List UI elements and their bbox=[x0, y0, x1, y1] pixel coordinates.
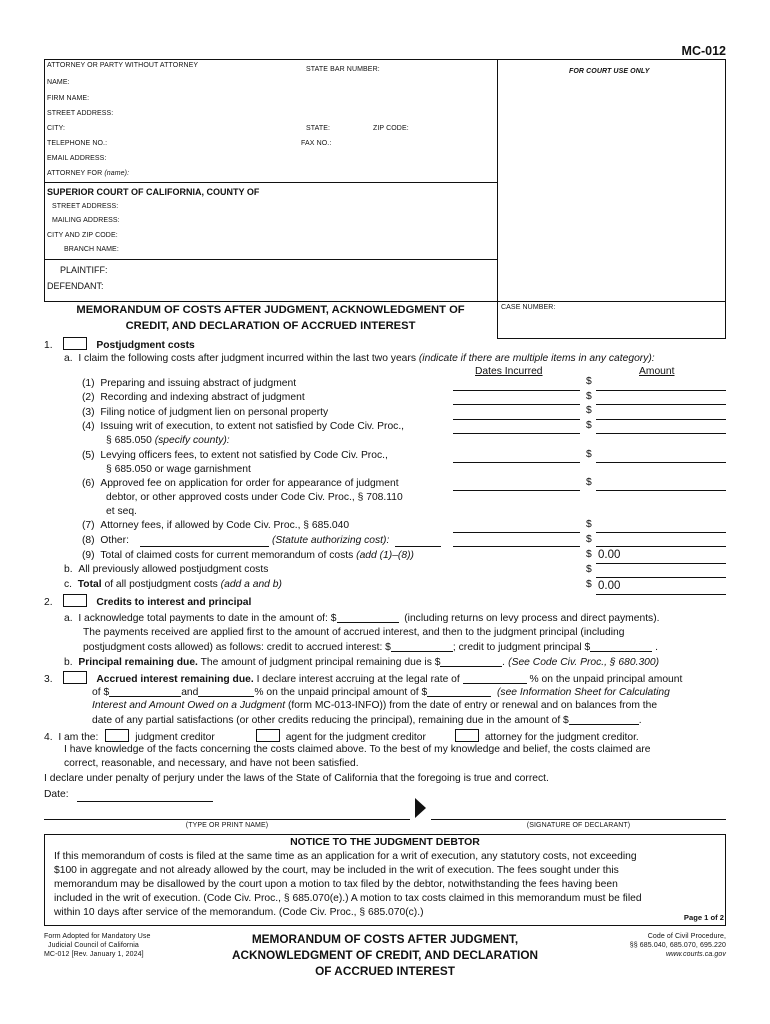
dates-incurred-header: Dates Incurred bbox=[475, 366, 543, 377]
date-field-5[interactable] bbox=[453, 462, 580, 463]
cost-item-4-line2: § 685.050 (specify county): bbox=[106, 435, 230, 446]
form-id: MC-012 bbox=[681, 44, 726, 58]
payments-field[interactable] bbox=[337, 611, 399, 623]
notice-line-1: If this memorandum of costs is filed at the same time as an application for a writ of execution, any statutory costs, not exceeding bbox=[54, 851, 637, 862]
section2a-line1: a. I acknowledge total payments to date in the amount of: $ (including returns on levy process and direct payments). bbox=[64, 613, 660, 624]
footer-url[interactable]: www.courts.ca.gov bbox=[665, 951, 726, 958]
other-cost-field[interactable] bbox=[140, 546, 269, 547]
amount-field-3[interactable] bbox=[596, 419, 726, 420]
cost-item-3: (3) Filing notice of judgment lien on personal property bbox=[82, 407, 329, 418]
street-label: STREET ADDRESS: bbox=[47, 110, 114, 117]
date-field-4[interactable] bbox=[453, 433, 580, 434]
principal-amount-field-1[interactable] bbox=[109, 685, 181, 697]
section4-line3: correct, reasonable, and necessary, and have not been satisfied. bbox=[64, 758, 359, 769]
date-field[interactable] bbox=[77, 801, 213, 802]
dollar-4: $ bbox=[586, 420, 592, 431]
legal-rate-field[interactable] bbox=[463, 672, 527, 684]
footer-right-1: Code of Civil Procedure, bbox=[647, 933, 726, 940]
date-field-1[interactable] bbox=[453, 390, 580, 391]
principal-remaining-field[interactable] bbox=[440, 655, 502, 667]
credit-interest-field[interactable] bbox=[391, 640, 453, 652]
notice-line-2: $100 in aggregate and not already allowed by the court, may be included in the writ of execution. The fees sought under this bbox=[54, 865, 619, 876]
court-branch-label: BRANCH NAME: bbox=[64, 246, 119, 253]
dollar-7: $ bbox=[586, 519, 592, 530]
footer-title-1: MEMORANDUM OF COSTS AFTER JUDGMENT, bbox=[251, 932, 519, 946]
city-label: CITY: bbox=[47, 125, 66, 132]
cost-item-2: (2) Recording and indexing abstract of judgment bbox=[82, 392, 305, 403]
attorney-label: ATTORNEY OR PARTY WITHOUT ATTORNEY bbox=[47, 62, 199, 69]
amount-field-8[interactable] bbox=[596, 546, 726, 547]
notice-line-4: included in the writ of execution. (Code Civ. Proc., § 685.070(e).) A motion to tax costs claimed in this memorandum must be filed bbox=[54, 893, 642, 904]
declaration-text: I declare under penalty of perjury under the laws of the State of California that the foregoing is true and correct. bbox=[44, 773, 549, 784]
defendant-label: DEFENDANT: bbox=[47, 281, 104, 291]
form-title-line2: CREDIT, AND DECLARATION OF ACCRUED INTEREST bbox=[125, 320, 416, 332]
dollar-9: $ bbox=[586, 549, 592, 560]
date-label: Date: bbox=[44, 789, 69, 800]
footer-right-2: §§ 685.040, 685.070, 695.220 bbox=[629, 942, 726, 949]
firm-label: FIRM NAME: bbox=[47, 95, 90, 102]
dollar-5: $ bbox=[586, 449, 592, 460]
section1a-intro: a. I claim the following costs after judgment incurred within the last two years (indicate if there are multiple items in any category): bbox=[64, 353, 655, 364]
section1: 1. Postjudgment costs bbox=[44, 337, 195, 354]
court-city-label: CITY AND ZIP CODE: bbox=[47, 232, 118, 239]
notice-title: NOTICE TO THE JUDGMENT DEBTOR bbox=[290, 836, 480, 848]
section1c: c. Total of all postjudgment costs (add a and b) bbox=[64, 579, 282, 590]
cost-item-7: (7) Attorney fees, if allowed by Code Civ. Proc., § 685.040 bbox=[82, 520, 350, 531]
statute-label: (Statute authorizing cost): bbox=[272, 535, 390, 546]
caption-box bbox=[44, 59, 726, 302]
section3-checkbox[interactable] bbox=[63, 671, 87, 684]
total-9-value: 0.00 bbox=[598, 549, 621, 561]
cost-item-8: (8) Other: bbox=[82, 535, 129, 546]
court-title: SUPERIOR COURT OF CALIFORNIA, COUNTY OF bbox=[47, 187, 260, 197]
plaintiff-label: PLAINTIFF: bbox=[60, 265, 108, 275]
form-title-line1: MEMORANDUM OF COSTS AFTER JUDGMENT, ACKNOWLEDGMENT OF bbox=[76, 304, 465, 316]
dollar-2: $ bbox=[586, 391, 592, 402]
credit-principal-field[interactable] bbox=[590, 640, 652, 652]
footer-title-3: OF ACCRUED INTEREST bbox=[315, 964, 455, 978]
notice-line-3: memorandum may be disallowed by the court upon a motion to tax filed by the debtor, notwithstanding the fees having been bbox=[54, 879, 618, 890]
attorney-for-label: ATTORNEY FOR (name): bbox=[47, 170, 130, 177]
dollar-8: $ bbox=[586, 534, 592, 545]
section4-line1: 4. I am the: judgment creditor agent for the judgment creditor attorney for the judgment creditor. bbox=[44, 729, 639, 746]
agent-checkbox[interactable] bbox=[256, 729, 280, 742]
page-number: Page 1 of 2 bbox=[683, 913, 724, 922]
cost-item-1: (1) Preparing and issuing abstract of judgment bbox=[82, 378, 297, 389]
dollar-b: $ bbox=[586, 564, 592, 575]
cost-item-5: (5) Levying officers fees, to extent not satisfied by Code Civ. Proc., bbox=[82, 450, 388, 461]
amount-field-4[interactable] bbox=[596, 433, 726, 434]
notice-line-5: within 10 days after service of the memorandum. (Code Civ. Proc., § 685.070(c).) bbox=[54, 907, 424, 918]
state-label: STATE: bbox=[306, 125, 331, 132]
section2: 2. Credits to interest and principal bbox=[44, 594, 251, 611]
cost-item-5-line2: § 685.050 or wage garnishment bbox=[106, 464, 251, 475]
cost-item-4: (4) Issuing writ of execution, to extent not satisfied by Code Civ. Proc., bbox=[82, 421, 405, 432]
dollar-c: $ bbox=[586, 579, 592, 590]
section2a-line3: postjudgment costs allowed) as follows: credit to accrued interest: $ ; credit to judgment principal $ . bbox=[83, 642, 659, 653]
phone-label: TELEPHONE NO.: bbox=[47, 140, 108, 147]
dollar-1: $ bbox=[586, 376, 592, 387]
section3-line1: 3. Accrued interest remaining due. I declare interest accruing at the legal rate of % on the unpaid principal amount bbox=[44, 671, 682, 688]
fax-label: FAX NO.: bbox=[301, 140, 332, 147]
amount-field-b[interactable] bbox=[596, 577, 726, 578]
cost-item-6-line2: debtor, or other approved costs under Code Civ. Proc., § 708.110 bbox=[106, 492, 403, 503]
section2a-line2: The payments received are applied first to the amount of accrued interest, and then to the judgment principal (including bbox=[83, 627, 625, 638]
email-label: EMAIL ADDRESS: bbox=[47, 155, 107, 162]
amount-header: Amount bbox=[639, 366, 675, 377]
total-c-value: 0.00 bbox=[598, 580, 621, 592]
section4-line2: I have knowledge of the facts concerning the costs claimed above. To the best of my knowledge and belief, the costs claimed are bbox=[64, 744, 651, 755]
court-mailing-label: MAILING ADDRESS: bbox=[52, 217, 120, 224]
state-bar-label: STATE BAR NUMBER: bbox=[306, 66, 380, 73]
dollar-6: $ bbox=[586, 477, 592, 488]
amount-field-2[interactable] bbox=[596, 404, 726, 405]
amount-field-5[interactable] bbox=[596, 462, 726, 463]
sign-here-arrow-icon bbox=[414, 797, 428, 819]
case-number-label: CASE NUMBER: bbox=[501, 304, 556, 311]
signature-field[interactable] bbox=[431, 819, 726, 820]
section2-checkbox[interactable] bbox=[63, 594, 87, 607]
attorney-checkbox[interactable] bbox=[455, 729, 479, 742]
judgment-creditor-checkbox[interactable] bbox=[105, 729, 129, 742]
amount-field-6[interactable] bbox=[596, 490, 726, 491]
date-field-2[interactable] bbox=[453, 404, 580, 405]
footer-left-2: Judicial Council of California bbox=[48, 942, 139, 949]
statute-field[interactable] bbox=[395, 546, 441, 547]
name-label: NAME: bbox=[47, 79, 70, 86]
section3-line2: of $ and % on the unpaid principal amount of $ (see Information Sheet for Calculating bbox=[92, 687, 670, 698]
interest-due-field[interactable] bbox=[569, 713, 639, 725]
zip-label: ZIP CODE: bbox=[373, 125, 409, 132]
print-name-label: (TYPE OR PRINT NAME) bbox=[185, 822, 269, 829]
date-field-6[interactable] bbox=[453, 490, 580, 491]
cost-item-6-line3: et seq. bbox=[106, 506, 137, 517]
rate-field-2[interactable] bbox=[198, 685, 254, 697]
principal-amount-field-2[interactable] bbox=[427, 685, 491, 697]
footer-left-3: MC-012 [Rev. January 1, 2024] bbox=[44, 951, 144, 958]
section3-line4: date of any partial satisfactions (or other credits reducing the principal), remaining due in the amount of $ . bbox=[92, 715, 642, 726]
cost-item-9: (9) Total of claimed costs for current memorandum of costs (add (1)–(8)) bbox=[82, 550, 414, 561]
footer-title-2: ACKNOWLEDGMENT OF CREDIT, AND DECLARATION bbox=[231, 948, 539, 962]
section2b: b. Principal remaining due. The amount of judgment principal remaining due is $ . (See Code Civ. Proc., § 680.300) bbox=[64, 657, 660, 668]
footer-left-1: Form Adopted for Mandatory Use bbox=[44, 933, 151, 940]
court-use-label: FOR COURT USE ONLY bbox=[569, 68, 650, 75]
date-field-7[interactable] bbox=[453, 532, 580, 533]
dollar-3: $ bbox=[586, 405, 592, 416]
court-street-label: STREET ADDRESS: bbox=[52, 203, 119, 210]
print-name-field[interactable] bbox=[44, 819, 410, 820]
date-field-8[interactable] bbox=[453, 546, 580, 547]
amount-field-1[interactable] bbox=[596, 390, 726, 391]
cost-item-6: (6) Approved fee on application for order for appearance of judgment bbox=[82, 478, 399, 489]
section1-checkbox[interactable] bbox=[63, 337, 87, 350]
section1b: b. All previously allowed postjudgment costs bbox=[64, 564, 269, 575]
signature-label: (SIGNATURE OF DECLARANT) bbox=[526, 822, 631, 829]
amount-field-7[interactable] bbox=[596, 532, 726, 533]
date-field-3[interactable] bbox=[453, 419, 580, 420]
section3-line3: Interest and Amount Owed on a Judgment (form MC-013-INFO)) from the date of entry or renewal and on balances from the bbox=[92, 700, 658, 711]
